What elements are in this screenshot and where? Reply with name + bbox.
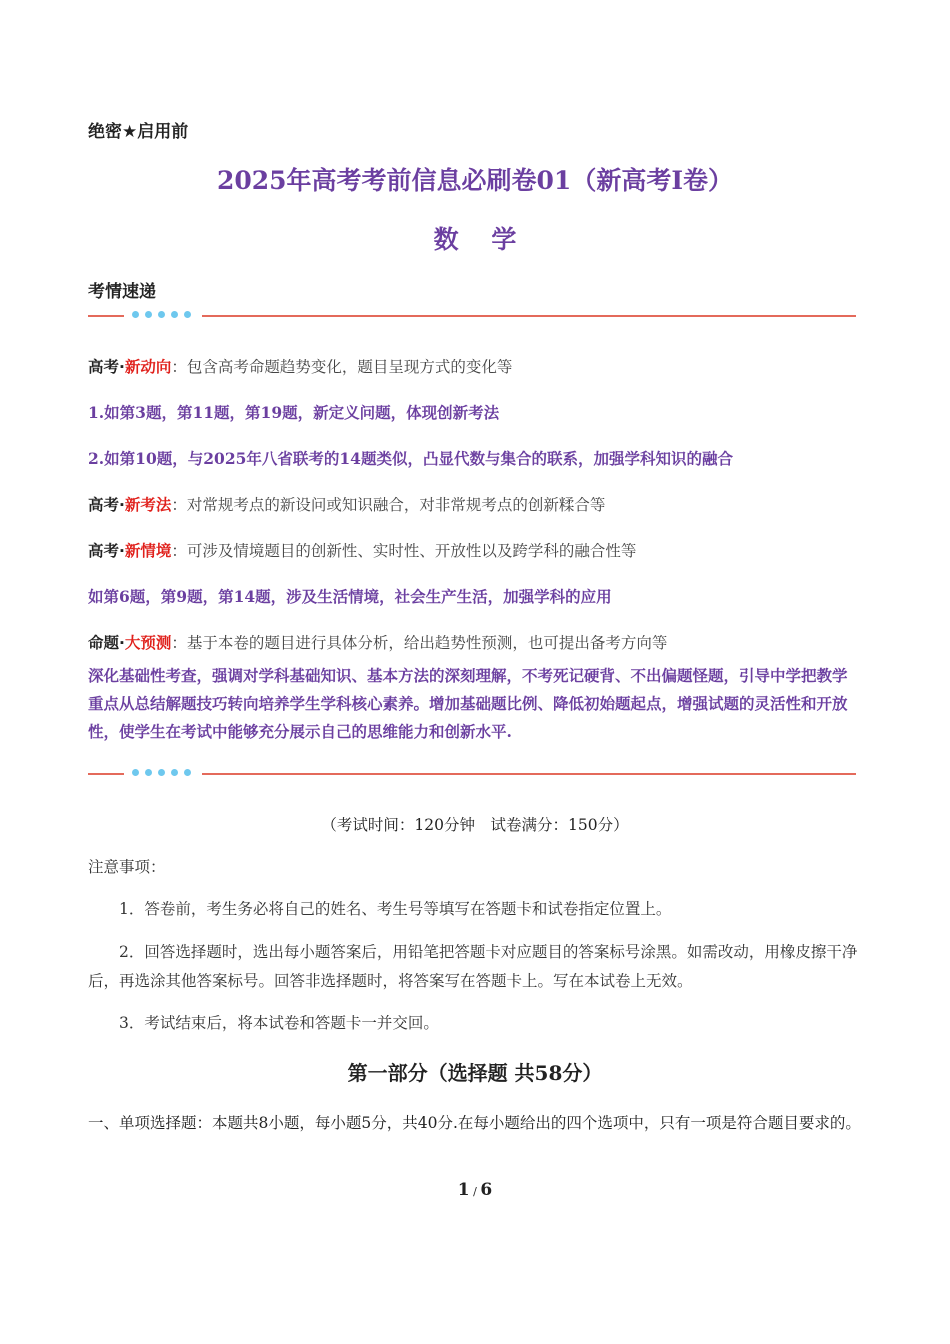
info-item-new-context	[88, 539, 636, 561]
info-desc: ：可涉及情境题目的创新性、实时性、开放性以及跨学科的融合性等	[171, 542, 637, 560]
info-highlight: 大预测	[124, 634, 172, 652]
subject-title: 数 学	[433, 225, 529, 254]
part-heading: 第一部分（选择题 共58分）	[347, 1061, 603, 1085]
total-pages: 6	[480, 1180, 493, 1200]
notice-item: 2．回答选择题时，选出每小题答案后，用铅笔把答题卡对应题目的答案标号涂黑。如需改动，用橡皮擦干净后，再选涂其他答案标号。回答非选择题时，将答案写在答题卡上。写在本试卷上无效。	[88, 943, 858, 990]
info-desc: ：包含高考命题趋势变化，题目呈现方式的变化等	[171, 358, 513, 376]
info-label: 高考·	[88, 358, 125, 376]
decorative-divider	[88, 311, 856, 321]
info-highlight: 新情境	[124, 542, 172, 560]
info-label: 高考·	[88, 542, 125, 560]
info-item-new-trend	[88, 355, 512, 377]
notice-item: 1．答卷前，考生务必将自己的姓名、考生号等填写在答题卡和试卷指定位置上。	[119, 900, 672, 918]
section-heading: 考情速递	[88, 282, 156, 302]
info-note: 1.如第3题，第11题，第19题，新定义问题，体现创新考法	[88, 403, 500, 422]
info-label: 命题·	[88, 634, 125, 652]
section-instruction-text: 一、单项选择题：本题共8小题，每小题5分，共40分.在每小题给出的四个选项中，只有一项是符合题目要求的。	[88, 1114, 861, 1132]
forecast-paragraph: 深化基础性考查，强调对学科基础知识、基本方法的深刻理解，不考死记硬背、不出偏题怪题，引导中学把教学重点从总结解题技巧转向培养学生学科核心素养。增加基础题比例、降低初始题起点，增强试题的灵活性和开放性，使学生在考试中能够充分展示自己的思维能力和创新水平.	[88, 666, 848, 741]
confidential-mark: 绝密★启用前	[88, 122, 189, 142]
current-page: 1	[457, 1180, 470, 1200]
info-highlight: 新动向	[124, 358, 172, 376]
info-item-new-method	[88, 493, 605, 515]
info-desc: ：对常规考点的新设问或知识融合，对非常规考点的创新糅合等	[171, 496, 606, 514]
info-item-forecast	[88, 631, 667, 653]
notice-title: 注意事项：	[88, 858, 166, 876]
info-note: 2.如第10题，与2025年八省联考的14题类似，凸显代数与集合的联系，加强学科知识的融合	[88, 449, 733, 468]
exam-title: 2025年高考考前信息必刷卷01（新高考Ⅰ卷）	[216, 166, 734, 195]
page-number: 1 / 6	[457, 1180, 493, 1200]
info-highlight: 新考法	[124, 496, 172, 514]
info-note: 如第6题，第9题，第14题，涉及生活情境，社会生产生活，加强学科的应用	[88, 587, 612, 606]
info-label: 高考·	[88, 496, 125, 514]
section-instruction	[88, 1109, 863, 1137]
exam-time: （考试时间：120分钟 试卷满分：150分）	[321, 816, 629, 834]
notice-item: 3．考试结束后，将本试卷和答题卡一并交回。	[119, 1014, 439, 1032]
decorative-divider	[88, 769, 856, 779]
info-desc: ：基于本卷的题目进行具体分析，给出趋势性预测，也可提出备考方向等	[171, 634, 668, 652]
